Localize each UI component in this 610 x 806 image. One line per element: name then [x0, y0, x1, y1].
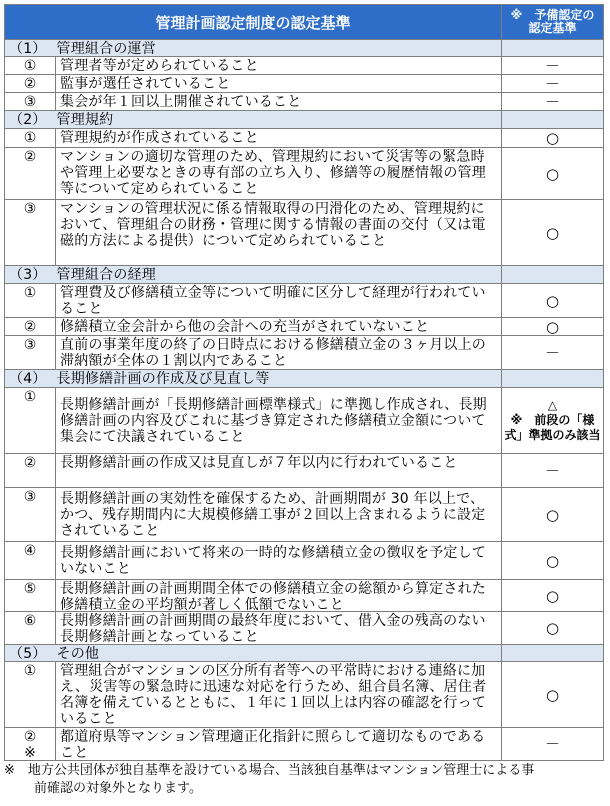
item-text: 管理者等が定められていること — [56, 57, 502, 75]
item-text: 集会が年１回以上開催されていること — [56, 93, 502, 111]
section-title: 管理組合の経理 — [56, 267, 156, 283]
item-text: 管理組合がマンションの区分所有者等への平常時における連絡に加え、災害等の緊急時に迅速な対応を行うため、組合員名簿、居住者名簿を備えているとともに、１年に１回以上は内容の確認を行っていること — [56, 662, 502, 728]
table-row — [4, 93, 604, 111]
item-mark: ○ — [502, 129, 604, 148]
table-row — [4, 612, 604, 645]
section-title: 長期修繕計画の作成及び見直し等 — [56, 371, 270, 387]
table-row — [4, 318, 604, 336]
item-mark: ○ — [502, 542, 604, 580]
section-header-3 — [4, 266, 604, 284]
item-number: ⑤ — [4, 580, 56, 612]
item-mark: － — [502, 57, 604, 75]
header-mark-column: ※ 予備認定の認定基準 — [502, 4, 604, 40]
table-row — [4, 148, 604, 200]
item-number: ② — [4, 148, 56, 200]
table-row — [4, 542, 604, 580]
item-number: ③ — [4, 93, 56, 111]
item-number: ⑥ — [4, 612, 56, 645]
item-text: 監事が選任されていること — [56, 75, 502, 93]
item-mark: － — [502, 75, 604, 93]
item-text: 長期修繕計画が「長期修繕計画標準様式」に準拠し作成され、長期修繕計画の内容及びこれに基づき算定された修繕積立金額について集会にて決議されていること — [60, 397, 487, 445]
footnote — [4, 762, 604, 798]
item-number: ③ — [4, 488, 56, 542]
item-text: 長期修繕計画において将来の一時的な修繕積立金の徴収を予定していないこと — [60, 545, 486, 577]
section-num: （1） — [9, 41, 47, 57]
section-num: （2） — [9, 112, 47, 128]
item-mark: － — [502, 336, 604, 370]
item-text: 管理費及び修繕積立金等について明確に区分して経理が行われていること — [56, 284, 502, 318]
table-row — [4, 129, 604, 148]
section-num: （5） — [9, 646, 47, 662]
item-mark: ○ — [502, 284, 604, 318]
table-row — [4, 75, 604, 93]
item-text: 長期修繕計画の計画期間の最終年度において、借入金の残高のない長期修繕計画となっていること — [56, 612, 502, 645]
item-text: 直前の事業年度の終了の日時点における修繕積立金の３ヶ月以上の滞納額が全体の１割以内であること — [56, 336, 502, 370]
item-mark: － — [502, 454, 604, 488]
table-row — [4, 662, 604, 728]
section-header-5 — [4, 645, 604, 662]
item-mark: ○ — [502, 318, 604, 336]
item-mark: ○ — [502, 612, 604, 645]
item-text: マンションの管理状況に係る情報取得の円滑化のため、管理規約において、管理組合の財務・管理に関する情報の書面の交付（又は電磁的方法による提供）について定められていること — [56, 200, 502, 266]
table-row — [4, 728, 604, 761]
item-mark: ○ — [502, 148, 604, 200]
table-row — [4, 200, 604, 266]
item-text: 長期修繕計画の計画期間全体での修繕積立金の総額から算定された修繕積立金の平均額が著しく低額でないこと — [56, 580, 502, 612]
table-row — [4, 454, 604, 488]
table-row — [4, 580, 604, 612]
item-text: 長期修繕計画の作成又は見直しが７年以内に行われていること — [56, 454, 502, 488]
item-mark: － — [502, 93, 604, 111]
table-header — [4, 4, 604, 40]
item-number: ① — [4, 57, 56, 75]
item-text: 長期修繕計画の実効性を確保するため、計画期間が 30 年以上で、かつ、残存期間内に大規模修繕工事が２回以上含まれるように設定されていること — [60, 491, 486, 539]
section-title: 管理規約 — [56, 112, 114, 128]
section-num: （3） — [9, 267, 47, 283]
section-title: 管理組合の運営 — [56, 41, 156, 57]
item-number: ③ — [4, 336, 56, 370]
item-mark: － — [502, 728, 604, 761]
table-row — [4, 57, 604, 75]
item-number: ① — [4, 662, 56, 728]
header-title: 管理計画認定制度の認定基準 — [4, 4, 502, 40]
table-row — [4, 336, 604, 370]
item-text: マンションの適切な管理のため、管理規約において災害等の緊急時や管理上必要なときの専有部の立ち入り、修繕等の履歴情報の管理等について定められていること — [56, 148, 502, 200]
item-number: ① — [4, 129, 56, 148]
section-header-4 — [4, 370, 604, 388]
item-mark: ○ — [502, 488, 604, 542]
item-number: ② — [4, 318, 56, 336]
item-mark: △ ※ 前段の「様式」準拠のみ該当 — [502, 388, 604, 454]
item-number: ① — [4, 284, 56, 318]
section-header-2 — [4, 111, 604, 129]
item-number: ① — [4, 388, 56, 454]
section-title: その他 — [56, 646, 100, 662]
table-row — [4, 388, 604, 454]
section-num: （4） — [9, 371, 47, 387]
item-number: ② — [4, 75, 56, 93]
item-text: 修繕積立金会計から他の会計への充当がされていないこと — [56, 318, 502, 336]
item-number: ③ — [4, 200, 56, 266]
footnote-line-2: 前確認の対象外となります。 — [34, 781, 202, 796]
item-text: 都道府県等マンション管理適正化指針に照らして適切なものであること — [56, 728, 502, 761]
item-mark: ○ — [502, 200, 604, 266]
item-mark: ○ — [502, 662, 604, 728]
item-number: ② ※ — [4, 728, 56, 761]
item-mark: ○ — [502, 580, 604, 612]
item-number: ② — [4, 454, 56, 488]
item-text: 管理規約が作成されていること — [56, 129, 502, 148]
footnote-line-1: ※ 地方公共団体が独自基準を設けている場合、当該独自基準はマンション管理士による事 — [4, 763, 535, 778]
section-header-1 — [4, 40, 604, 57]
table-row — [4, 284, 604, 318]
item-number: ④ — [4, 542, 56, 580]
table-row — [4, 488, 604, 542]
